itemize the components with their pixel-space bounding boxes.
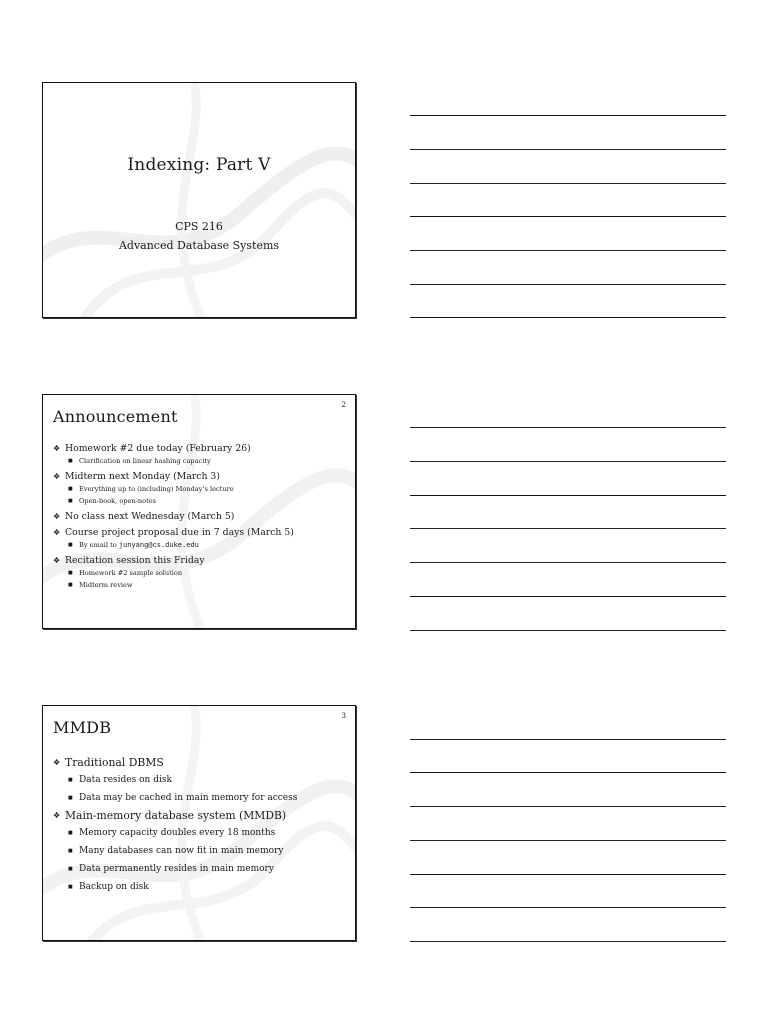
note-line (410, 216, 726, 217)
bullet-item (53, 511, 349, 523)
diamond-bullet-icon: ❖ (53, 472, 61, 481)
bullet-text: By email to (79, 541, 119, 549)
bullet-text: Main-memory database system (MMDB) (65, 809, 287, 822)
slide-3 (42, 705, 356, 941)
slide-number: 3 (341, 712, 346, 720)
sub-bullet-item (53, 580, 349, 591)
bullet-item (53, 527, 349, 539)
note-line (410, 739, 726, 740)
sub-bullet-item (53, 771, 349, 789)
note-line (410, 907, 726, 908)
note-line (410, 183, 726, 184)
sub-bullet-item (53, 484, 349, 495)
note-line (410, 115, 726, 116)
square-bullet-icon: ■ (68, 884, 73, 890)
bullet-item (53, 443, 349, 455)
bullet-text: Backup on disk (79, 882, 149, 892)
note-line (410, 596, 726, 597)
sub-bullet-item (53, 842, 349, 860)
sub-bullet-item (53, 789, 349, 807)
sub-bullet-item (53, 540, 349, 551)
square-bullet-icon: ■ (68, 830, 73, 836)
diamond-bullet-icon: ❖ (53, 758, 61, 767)
bullet-text: Open-book, open-notes (79, 497, 157, 505)
diamond-bullet-icon: ❖ (53, 528, 61, 537)
slide-title: MMDB (53, 718, 112, 737)
bullet-item (53, 555, 349, 567)
bullet-text: Data resides on disk (79, 775, 172, 785)
bullet-item (53, 807, 349, 824)
diamond-bullet-icon: ❖ (53, 811, 61, 820)
note-line (410, 806, 726, 807)
bullet-item (53, 471, 349, 483)
note-line (410, 427, 726, 428)
sub-bullet-item (53, 496, 349, 507)
slide-number: 2 (341, 401, 346, 409)
bullet-text: Clarification on linear hashing capacity (79, 457, 211, 465)
sub-bullet-item (53, 456, 349, 467)
bullet-item (53, 754, 349, 771)
bullet-text: Data may be cached in main memory for access (79, 793, 298, 803)
slide-1 (42, 82, 356, 318)
note-line (410, 528, 726, 529)
note-line (410, 941, 726, 942)
note-line (410, 149, 726, 150)
course-name: Advanced Database Systems (118, 239, 280, 252)
diamond-bullet-icon: ❖ (53, 512, 61, 521)
note-line (410, 630, 726, 631)
bullet-text: Course project proposal due in 7 days (March 5) (65, 527, 294, 538)
sub-bullet-item (53, 860, 349, 878)
slide-title: Indexing: Part V (127, 155, 271, 175)
note-line (410, 250, 726, 251)
slide-title: Announcement (53, 407, 178, 426)
sub-bullet-item (53, 568, 349, 579)
note-line (410, 284, 726, 285)
note-line (410, 461, 726, 462)
note-line (410, 772, 726, 773)
square-bullet-icon: ■ (68, 795, 73, 801)
bullet-text: Data permanently resides in main memory (79, 864, 274, 874)
bullet-text: Traditional DBMS (65, 756, 164, 769)
square-bullet-icon: ■ (68, 498, 73, 504)
bullet-text: No class next Wednesday (March 5) (65, 511, 235, 522)
square-bullet-icon: ■ (68, 542, 73, 548)
bullet-list (53, 439, 349, 591)
bullet-text: Many databases can now fit in main memory (79, 846, 284, 856)
note-line (410, 874, 726, 875)
swirl-background-icon (43, 83, 355, 317)
bullet-text: Midterm next Monday (March 3) (65, 471, 220, 482)
bullet-text: Recitation session this Friday (65, 555, 205, 566)
bullet-text: Homework #2 due today (February 26) (65, 443, 251, 454)
square-bullet-icon: ■ (68, 570, 73, 576)
sub-bullet-item (53, 824, 349, 842)
square-bullet-icon: ■ (68, 777, 73, 783)
note-line (410, 840, 726, 841)
square-bullet-icon: ■ (68, 582, 73, 588)
bullet-text: Midterm review (79, 581, 133, 589)
diamond-bullet-icon: ❖ (53, 444, 61, 453)
bullet-text: Everything up to (including) Monday’s lecture (79, 485, 234, 493)
sub-bullet-item (53, 878, 349, 896)
note-line (410, 495, 726, 496)
square-bullet-icon: ■ (68, 486, 73, 492)
square-bullet-icon: ■ (68, 848, 73, 854)
note-line (410, 562, 726, 563)
course-code: CPS 216 (175, 220, 223, 233)
bullet-text: Memory capacity doubles every 18 months (79, 828, 276, 838)
square-bullet-icon: ■ (68, 866, 73, 872)
bullet-text: Homework #2 sample solution (79, 569, 183, 577)
square-bullet-icon: ■ (68, 458, 73, 464)
slide-2 (42, 394, 356, 629)
diamond-bullet-icon: ❖ (53, 556, 61, 565)
note-line (410, 317, 726, 318)
email-address: junyang@cs.duke.edu (118, 541, 199, 549)
bullet-list (53, 754, 349, 896)
